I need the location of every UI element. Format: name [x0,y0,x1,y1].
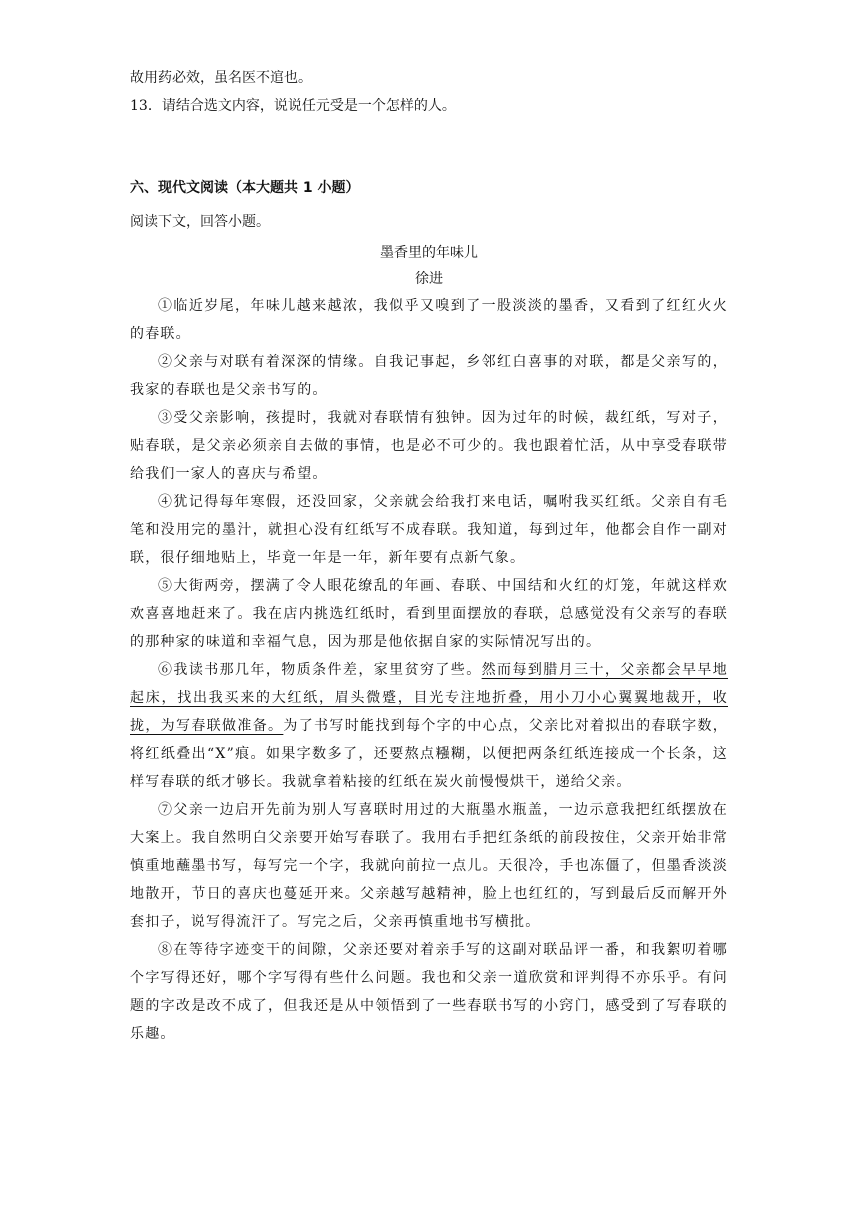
paragraph-4: ④犹记得每年寒假，还没回家，父亲就会给我打来电话，嘱咐我买红纸。父亲自有毛笔和没用完的墨汁，就担心没有红纸写不成春联。我知道，每到过年，他都会自作一副对联，很仔细地贴上，毕竟一年是一年，新年要有点新气象。 [130,494,728,566]
paragraph-3: ③受父亲影响，孩提时，我就对春联情有独钟。因为过年的时候，裁红纸，写对子，贴春联，是父亲必须亲自去做的事情，也是必不可少的。我也跟着忙活，从中享受春联带给我们一家人的喜庆与希望。 [130,410,728,482]
paragraph-6 [130,656,728,796]
paragraph-6-underlined-sentence: 然而每到腊月三十，父亲都会早早地起床，找出我买来的大红纸，眉头微蹙，目光专注地折叠，用小刀小心翼翼地裁开，收拢，为写春联做准备。 [130,662,729,734]
paragraph-6-start: ⑥我读书那几年，物质条件差，家里贫穷了些。 [158,662,482,678]
article-title: 墨香里的年味儿 [380,245,478,261]
paragraph-1: ①临近岁尾，年味儿越来越浓，我似乎又嗅到了一股淡淡的墨香，又看到了红红火火的春联。 [130,298,728,342]
question-13: 13．请结合选文内容，说说任元受是一个怎样的人。 [130,98,456,114]
paragraph-2: ②父亲与对联有着深深的情缘。自我记事起，乡邻红白喜事的对联，都是父亲写的，我家的春联也是父亲书写的。 [130,354,728,398]
section-heading: 六、现代文阅读（本大题共 1 小题） [130,180,360,196]
paragraph-8: ⑧在等待字迹变干的间隙，父亲还要对着亲手写的这副对联品评一番，和我絮叨着哪个字写得还好，哪个字写得有些什么问题。我也和父亲一道欣赏和评判得不亦乐乎。有问题的字改是改不成了，但我还是从中领悟到了一些春联书写的小窍门，感受到了写春联的乐趣。 [130,942,728,1042]
article-author: 徐进 [415,271,443,287]
spacer [130,120,728,174]
paragraph-7: ⑦父亲一边启开先前为别人写喜联时用过的大瓶墨水瓶盖，一边示意我把红纸摆放在大案上。我自然明白父亲要开始写春联了。我用右手把红条纸的前段按住，父亲开始非常慎重地蘸墨书写，每写完一个字，我就向前拉一点儿。天很冷，手也冻僵了，但墨香淡淡地散开，节日的喜庆也蔓延开来。父亲越写越精神，脸上也红红的，写到最后反而解开外套扣子，说写得流汗了。写完之后，父亲再慎重地书写横批。 [130,802,728,930]
reading-instruction: 阅读下文，回答小题。 [130,214,270,230]
previous-question-block [130,64,728,120]
document-page [130,64,728,1048]
paragraph-5: ⑤大街两旁，摆满了令人眼花缭乱的年画、春联、中国结和火红的灯笼，年就这样欢欢喜喜地赶来了。我在店内挑选红纸时，看到里面摆放的春联，总感觉没有父亲写的春联的那种家的味道和幸福气息，因为那是他依据自家的实际情况写出的。 [130,578,728,650]
classical-text-ending: 故用药必效，虽名医不逭也。 [130,70,312,86]
paragraph-6-end: 为了书写时能找到每个字的中心点，父亲比对着拟出的春联字数，将红纸叠出“X”痕。如果字数多了，还要熬点糨糊，以便把两条红纸连接成一个长条，这样写春联的纸才够长。我就拿着粘接的红纸在炭火前慢慢烘干，递给父亲。 [130,718,728,790]
